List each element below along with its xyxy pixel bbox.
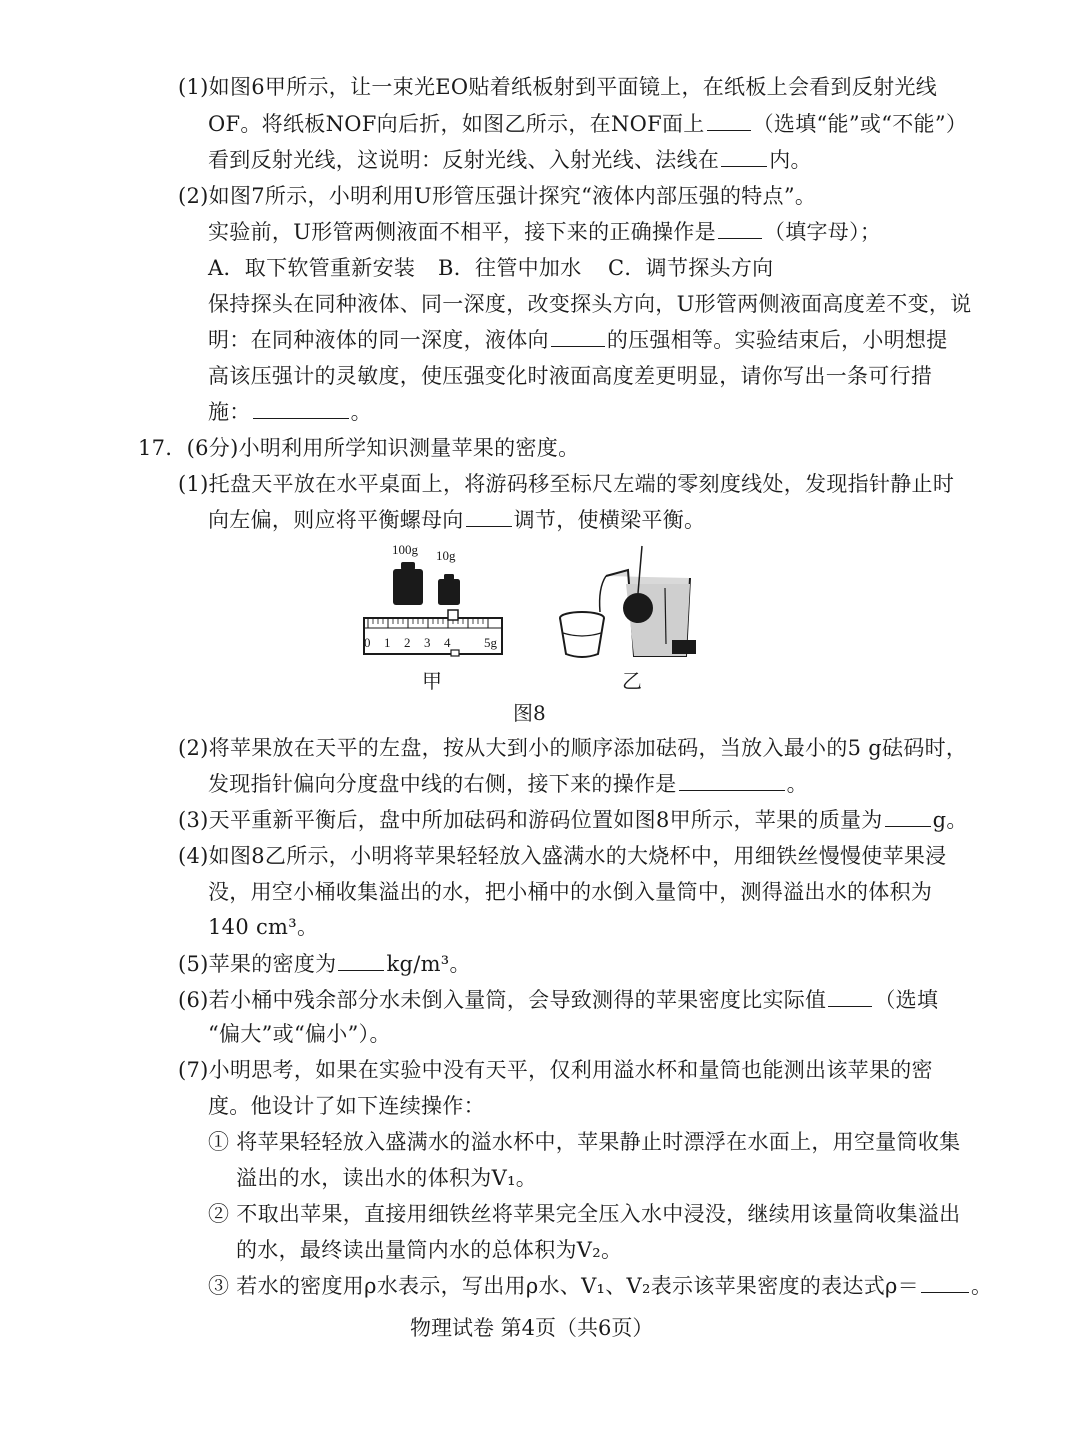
q17-p7-step1-line2: 溢出的水，读出水的体积为V₁。 [236,1166,538,1190]
q17-p7-step1-line1: ① 将苹果轻轻放入盛满水的溢水杯中，苹果静止时漂浮在水面上，用空量筒收集 [208,1130,961,1154]
q17-p4-line2: 没，用空小桶收集溢出的水，把小桶中的水倒入量筒中，测得溢出水的体积为 [208,880,933,904]
q16-p2-line6: 高该压强计的灵敏度，使压强变化时液面高度差更明显，请你写出一条可行措 [208,364,933,388]
q16-p2-line2 [208,218,881,246]
q17-p2-line2-tail: 。 [786,772,808,796]
option-c: C．调节探头方向 [608,256,774,280]
q17-p6-line1 [178,986,938,1014]
scale-tick-labels [364,635,498,650]
q16-p2-line1: (2)如图7所示，小明利用U形管压强计探究“液体内部压强的特点”。 [178,184,817,208]
figure-8-drawing [360,538,720,698]
figure-label-jia: 甲 [422,669,442,693]
q16-p2-options [208,254,773,282]
q16-p2-line5-text: 明：在同种液体的同一深度，液体向 [208,328,549,352]
beaker-with-apple-icon [600,546,696,656]
tick-label-0: 0 [364,635,371,650]
q16-p1-line2-tail: （选填“能”或“不能”） [752,112,968,136]
q17-p2-line2 [208,770,808,798]
answer-blank[interactable] [679,770,785,791]
q17-p1-line2-tail: 调节，使横梁平衡。 [513,508,706,532]
q16-p1-line3-tail: 内。 [769,148,812,172]
answer-blank[interactable] [828,986,872,1007]
q17-p7-step3-tail: 。 [970,1274,993,1298]
q17-p1-line2-text: 向左偏，则应将平衡螺母向 [208,508,464,532]
figure-label-yi: 乙 [622,669,642,693]
q16-p2-line7 [208,398,372,426]
q17-p4-line3: 140 cm³。 [208,915,319,939]
tick-label-1: 1 [384,635,391,650]
option-a: A．取下软管重新安装 [208,256,416,280]
q17-p2-line1: (2)将苹果放在天平的左盘，按从大到小的顺序添加砝码，当放入最小的5 g砝码时， [178,736,968,760]
q16-p2-line4: 保持探头在同种液体、同一深度，改变探头方向，U形管两侧液面高度差不变，说 [208,292,972,316]
q17-p6-text: (6)若小桶中残余部分水未倒入量筒，会导致测得的苹果密度比实际值 [178,988,827,1012]
q17-p7-line1: (7)小明思考，如果在实验中没有天平，仅利用溢水杯和量筒也能测出该苹果的密 [178,1058,933,1082]
q17-p6-tail: （选填 [874,988,939,1012]
q17-p5-tail: kg/m³。 [386,952,471,976]
q16-p2-line5 [208,326,948,354]
tick-label-5g: 5g [484,635,497,650]
answer-blank[interactable] [551,326,605,347]
q17-p7-step3-text: ③ 若水的密度用ρ水表示，写出用ρ水、V₁、V₂表示该苹果密度的表达式ρ＝ [208,1274,919,1298]
q17-heading: 17．(6分)小明利用所学知识测量苹果的密度。 [138,436,580,460]
q16-p2-line7-tail: 。 [350,400,372,424]
q16-p2-line5-tail: 的压强相等。实验结束后，小明想提 [606,328,948,352]
q17-p4-line1: (4)如图8乙所示，小明将苹果轻轻放入盛满水的大烧杯中，用细铁丝慢慢使苹果浸 [178,844,947,868]
figure-caption: 图8 [513,701,546,725]
q17-p6-line2: “偏大”或“偏小”）。 [208,1022,391,1046]
option-b: B．往管中加水 [438,256,582,280]
answer-blank[interactable] [721,146,767,167]
answer-blank[interactable] [718,218,762,239]
q17-p3-line1 [178,806,968,834]
answer-blank[interactable] [253,398,349,419]
figure-8 [360,538,720,698]
q16-p2-line2-tail: （填字母）； [763,220,882,244]
weight-10g-icon [438,574,460,605]
q16-p1-line2 [208,110,967,138]
q17-p1-line1: (1)托盘天平放在水平桌面上，将游码移至标尺左端的零刻度线处，发现指针静止时 [178,472,955,496]
q17-p2-line2-text: 发现指针偏向分度盘中线的右侧，接下来的操作是 [208,772,677,796]
q17-p3-text: (3)天平重新平衡后，盘中所加砝码和游码位置如图8甲所示，苹果的质量为 [178,808,883,832]
tick-label-3: 3 [424,635,431,650]
answer-blank[interactable] [921,1272,969,1293]
q16-p2-line2-text: 实验前，U形管两侧液面不相平，接下来的正确操作是 [208,220,716,244]
q17-p7-line2: 度。他设计了如下连续操作： [208,1094,485,1118]
q17-p5-line1 [178,950,471,978]
q17-p7-step2-line2: 的水，最终读出量筒内水的总体积为V₂。 [236,1238,623,1262]
answer-blank[interactable] [338,950,384,971]
q17-p1-line2 [208,506,705,534]
weight-10g-label: 10g [436,548,456,563]
weight-100g-icon [393,562,423,605]
q17-p3-tail: g。 [932,808,968,832]
q16-p2-line7-text: 施： [208,400,251,424]
q16-p1-line2-text: OF。将纸板NOF向后折，如图乙所示，在NOF面上 [208,112,705,136]
tick-label-4: 4 [444,635,451,650]
bucket-icon [560,612,604,657]
weight-100g-label: 100g [392,542,418,557]
answer-blank[interactable] [707,110,751,131]
q17-p5-text: (5)苹果的密度为 [178,952,337,976]
page-footer: 物理试卷 第4页（共6页） [410,1316,654,1340]
q16-p1-line3-text: 看到反射光线，这说明：反射光线、入射光线、法线在 [208,148,720,172]
answer-blank[interactable] [466,506,512,527]
q16-p1-line1: (1)如图6甲所示，让一束光EO贴着纸板射到平面镜上，在纸板上会看到反射光线 [178,75,938,99]
q16-p1-line3 [208,146,812,174]
answer-blank[interactable] [885,806,931,827]
tick-label-2: 2 [404,635,411,650]
q17-p7-step3-line1 [208,1272,992,1300]
q17-p7-step2-line1: ② 不取出苹果，直接用细铁丝将苹果完全压入水中浸没，继续用该量筒收集溢出 [208,1202,961,1226]
